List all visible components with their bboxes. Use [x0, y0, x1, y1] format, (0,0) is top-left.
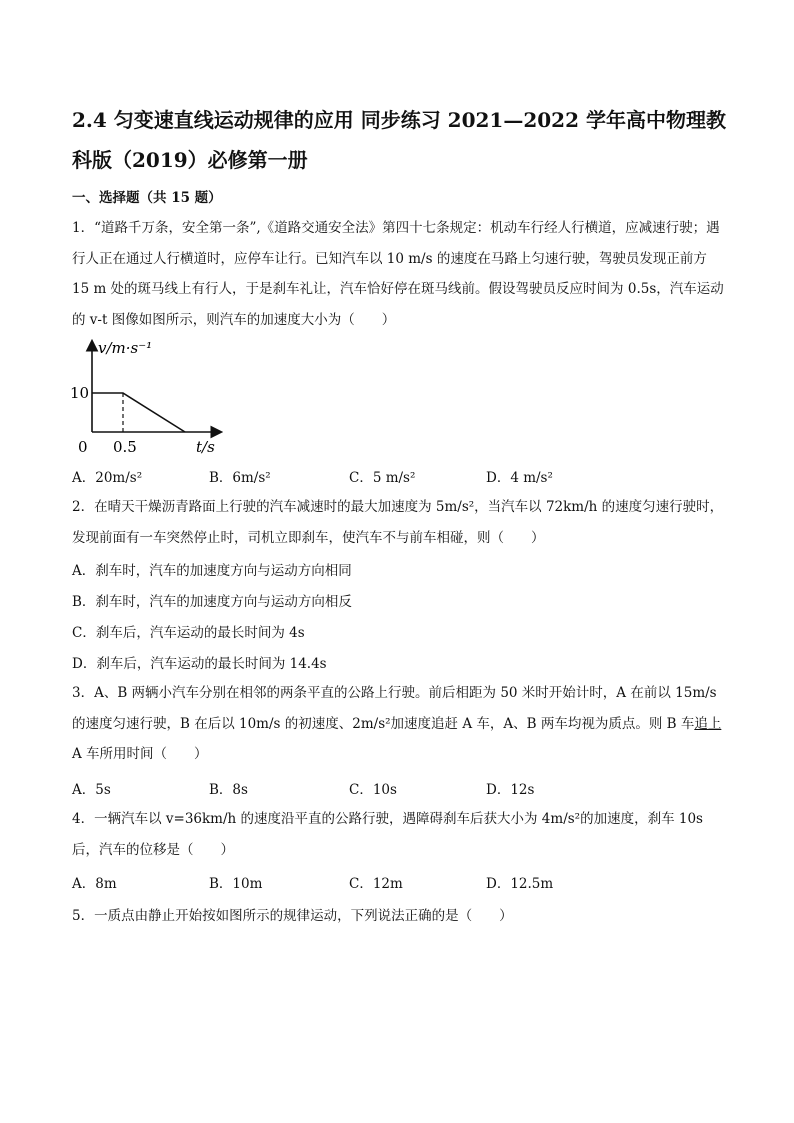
question-4-text: 4．一辆汽车以 v=36km/h 的速度沿平直的公路行驶，遇障碍刹车后获大小为 4m/s²的加速度，刹车 10s 后，汽车的位移是（ ）: [72, 811, 703, 858]
origin-label: 0: [78, 438, 88, 456]
q4-option-a[interactable]: A．8m: [72, 876, 117, 892]
question-1-text: 1．“道路千万条，安全第一条”,《道路交通安全法》第四十七条规定：机动车行经人行横道，应减速行驶；遇行人正在通过人行横道时，应停车让行。已知汽车以 10 m/s 的速度在马路上匀速行驶，驾驶员发现正前方 15 m 处的斑马线上有行人，于是刹车礼让，汽车恰好停在斑马线前。假设驾驶员反应时间为 0.5s，汽车运动的 v-t 图像如图所示，则汽车的加速度大小为（ ）: [72, 220, 724, 328]
q3-text-b: A 车所用时间（ ）: [72, 746, 208, 762]
q3-text-a: 3．A、B 两辆小汽车分别在相邻的两条平直的公路上行驶。前后相距为 50 米时开始计时，A 在前以 15m/s 的速度匀速行驶，B 在后以 10m/s 的初速度、2m/s²加速度追赶 A 车，A、B 两车均视为质点。则 B 车: [72, 685, 717, 732]
q3-underlined-text: 追上: [694, 715, 722, 732]
question-3-options: [72, 778, 722, 800]
section-heading: 一、选择题（共 15 题）: [72, 190, 222, 206]
question-2-text: 2．在晴天干燥沥青路面上行驶的汽车减速时的最大加速度为 5m/s²，当汽车以 72km/h 的速度匀速行驶时，发现前面有一车突然停止时，司机立即刹车，使汽车不与前车相碰，则（ ）: [72, 499, 724, 546]
q2-option-c[interactable]: C．刹车后，汽车运动的最长时间为 4s: [72, 625, 305, 641]
q2-option-b[interactable]: B．刹车时，汽车的加速度方向与运动方向相反: [72, 594, 352, 610]
q3-option-c[interactable]: C．10s: [349, 782, 397, 798]
q1-option-b[interactable]: B．6m/s²: [209, 470, 271, 486]
x-tick-label: 0.5: [113, 438, 137, 456]
q3-option-a[interactable]: A．5s: [72, 782, 111, 798]
question-1-options: [72, 466, 722, 488]
vt-graph-svg: [70, 336, 230, 466]
document-title: 2.4 匀变速直线运动规律的应用 同步练习 2021—2022 学年高中物理教科版（2019）必修第一册: [72, 108, 726, 172]
q1-option-a[interactable]: A．20m/s²: [72, 470, 143, 486]
q2-option-a[interactable]: A．刹车时，汽车的加速度方向与运动方向相同: [72, 563, 352, 579]
q3-option-b[interactable]: B．8s: [209, 782, 248, 798]
q4-option-d[interactable]: D．12.5m: [486, 876, 554, 892]
q1-option-d[interactable]: D．4 m/s²: [486, 470, 553, 486]
q1-option-c[interactable]: C．5 m/s²: [349, 470, 416, 486]
question-4-options: [72, 872, 722, 894]
y-tick-label: 10: [70, 384, 90, 402]
q2-option-d[interactable]: D．刹车后，汽车运动的最长时间为 14.4s: [72, 656, 327, 672]
vt-graph: [70, 336, 230, 466]
q3-option-d[interactable]: D．12s: [486, 782, 535, 798]
question-5-text: 5．一质点由静止开始按如图所示的规律运动，下列说法正确的是（ ）: [72, 908, 513, 924]
velocity-series-line: [92, 393, 185, 432]
x-axis-label: t/s: [196, 438, 215, 456]
question-3-text: [72, 678, 726, 770]
q4-option-b[interactable]: B．10m: [209, 876, 263, 892]
q4-option-c[interactable]: C．12m: [349, 876, 403, 892]
y-axis-label: v/m·s⁻¹: [98, 339, 153, 357]
